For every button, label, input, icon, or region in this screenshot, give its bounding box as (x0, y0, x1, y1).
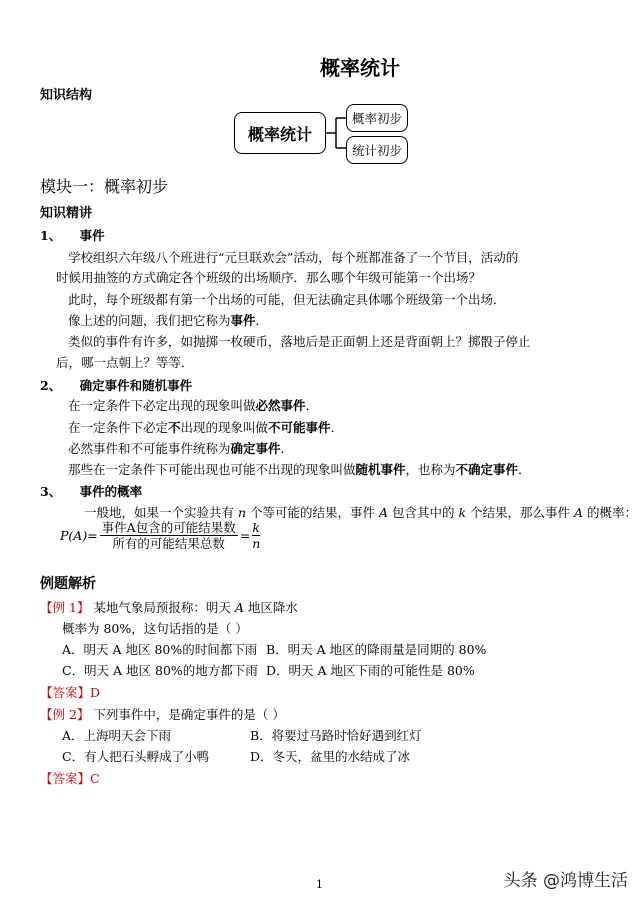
examples-heading: 例题解析 (40, 576, 96, 592)
definition-line: 那些在一定条件下可能出现也可能不出现的现象叫做随机事件，也称为不确定事件． (68, 462, 531, 477)
structure-center-node: 概率统计 (234, 112, 326, 154)
paragraph: 时候用抽签的方式确定各个班级的出场顺序．那么哪个年级可能第一个出场？ (56, 270, 482, 285)
option-b: B．将要过马路时恰好遇到红灯 (250, 728, 422, 743)
module-heading: 模块一：概率初步 (40, 177, 169, 196)
formula-equals: = (239, 528, 251, 543)
structure-branch-probability: 概率初步 (346, 104, 408, 132)
option-a: A．上海明天会下雨 (62, 728, 172, 743)
example-1-answer: 【答案】D (40, 685, 101, 700)
section-number: 2、 (40, 378, 62, 393)
option-c: C．有人把石头孵成了小鸭 (62, 749, 210, 764)
option-c: C．明天 A 地区 80%的地方都下雨 (62, 663, 258, 678)
formula-denominator: 所有的可能结果总数 (112, 536, 225, 551)
formula-lhs: P(A)= (60, 528, 98, 543)
knowledge-structure-heading: 知识结构 (40, 88, 93, 103)
formula-k: k (252, 520, 260, 535)
probability-formula (60, 520, 262, 551)
option-a: A．明天 A 地区 80%的时间都下雨 (62, 642, 258, 657)
paragraph: 学校组织六年级八个班进行“元旦联欢会”活动，每个班都准备了一个节目，活动的 (68, 250, 519, 265)
definition-line: 必然事件和不可能事件统称为确定事件． (68, 441, 294, 456)
example-1-question: 【例 1】 某地气象局预报称：明天 A 地区降水 (40, 600, 298, 615)
section-3-heading (40, 482, 142, 500)
term-event: 事件 (230, 313, 256, 328)
section-title: 事件的概率 (79, 484, 143, 499)
definition-line: 在一定条件下必定不出现的现象叫做不可能事件． (68, 420, 344, 435)
section-2-heading (40, 376, 192, 394)
paragraph: 后，哪一点朝上？等等． (56, 355, 194, 370)
paragraph: 像上述的问题，我们把它称为事件． (68, 313, 269, 328)
formula-numerator: 事件A包含的可能结果数 (101, 520, 236, 535)
page-number: 1 (316, 878, 323, 891)
option-d: D．明天 A 地区下雨的可能性是 80% (266, 663, 475, 678)
structure-branch-statistics: 统计初步 (346, 136, 408, 164)
section-number: 1、 (40, 228, 62, 243)
formula-n: n (252, 536, 261, 551)
example-2-question: 【例 2】 下列事件中，是确定事件的是（ ） (40, 707, 285, 722)
knowledge-explanation-heading: 知识精讲 (40, 206, 93, 221)
structure-connectors (0, 0, 640, 200)
option-d: D．冬天，盆里的水结成了冰 (250, 749, 411, 764)
example-1-question-cont: 概率为 80%，这句话指的是（ ） (62, 621, 248, 636)
option-b: B．明天 A 地区的降雨量是同期的 80% (266, 642, 487, 657)
example-tag: 【例 2】 (40, 707, 90, 722)
example-tag: 【例 1】 (40, 600, 90, 615)
paragraph: 类似的事件有许多，如抛掷一枚硬币，落地后是正面朝上还是背面朝上？掷骰子停止 (68, 334, 531, 349)
definition-line: 在一定条件下必定出现的现象叫做必然事件． (68, 398, 319, 413)
watermark: 头条 @鸿博生活 (503, 871, 628, 891)
paragraph: 此时，每个班级都有第一个出场的可能，但无法确定具体哪个班级第一个出场． (68, 292, 506, 307)
section-title: 事件 (79, 228, 105, 243)
page-title: 概率统计 (320, 56, 400, 80)
section-title: 确定事件和随机事件 (79, 378, 193, 393)
example-2-answer: 【答案】C (40, 771, 100, 786)
section-1-heading (40, 226, 105, 244)
probability-definition: 一般地，如果一个实验共有 n 个等可能的结果，事件 A 包含其中的 k 个结果，那么事件 A 的概率： (84, 505, 638, 520)
section-number: 3、 (40, 484, 62, 499)
